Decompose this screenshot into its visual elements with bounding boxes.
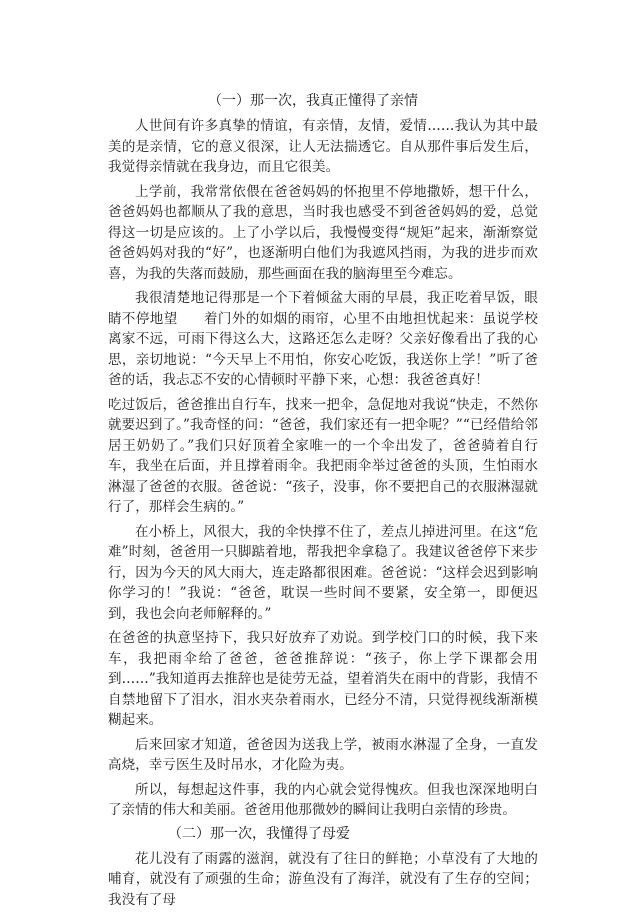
paragraph: 所以，每想起这件事，我的内心就会觉得愧疚。但我也深深地明白了亲情的伟大和美丽。爸爸用他那微妙的瞬间让我明白亲情的珍贵。 — [108, 781, 538, 818]
paragraph: 吃过饭后，爸爸推出自行车，找来一把伞，急促地对我说“快走，不然你就要迟到了。”我奇怪的问：“爸爸，我们家还有一把伞呢？”“已经借给邻居王奶奶了。”我们只好顶着全家唯一的一个伞出发了，爸爸骑着自行车，我坐在后面，并且撑着雨伞。我把雨伞举过爸爸的头顶，生怕雨水淋湿了爸爸的衣服。爸爸说：“孩子，没事，你不要把自己的衣服淋湿就行了，那样会生病的。” — [108, 396, 538, 515]
paragraph: 上学前，我常常依偎在爸爸妈妈的怀抱里不停地撒娇，想干什么，爸爸妈妈也都顺从了我的意思，当时我也感受不到爸爸妈妈的爱，总觉得这一切是应该的。上了小学以后，我慢慢变得“规矩”起来，渐渐察觉爸爸妈妈对我的“好”，也逐渐明白他们为我遮风挡雨，为我的进步而欢喜，为我的失落而鼓励，那些画面在我的脑海里至今难忘。 — [108, 183, 538, 282]
paragraph-part: 我很清楚地记得那是一个下着倾盆大雨的早晨，我正吃着早饭，眼睛不停地望 — [108, 290, 538, 327]
paragraph: 在小桥上，风很大，我的伞快撑不住了，差点儿掉进河里。在这“危难”时刻，爸爸用一只脚踮着地，帮我把伞拿稳了。我建议爸爸停下来步行，因为今天的风大雨大，连走路都很困难。爸爸说：“这样会迟到影响你学习的！”我说：“爸爸，耽误一些时间不要紧，安全第一，即便迟到，我也会向老师解释的。” — [108, 523, 538, 622]
section-2-title: （二）那一次，我懂得了母爱 — [168, 825, 350, 842]
paragraph: 在爸爸的执意坚持下，我只好放弃了劝说。到学校门口的时候，我下来车，我把雨伞给了爸爸，爸爸推辞说：“孩子，你上学下课都会用到……”我知道再去推辞也是徒劳无益，望着消失在雨中的背影，我情不自禁地留下了泪水，泪水夹杂着雨水，已经分不清，只觉得视线渐渐模糊起来。 — [108, 630, 538, 728]
paragraph: 人世间有许多真挚的情谊，有亲情，友情，爱情……我认为其中最美的是亲情，它的意义很深，让人无法揣透它。自从那件事后发生后，我觉得亲情就在我身边，而且它很美。 — [108, 118, 538, 175]
section-1-title: （一）那一次，我真正懂得了亲情 — [208, 93, 418, 109]
paragraph: 花儿没有了雨露的滋润，就没有了往日的鲜艳；小草没有了大地的哺育，就没有了顽强的生命；游鱼没有了海洋，就没有了生存的空间；我没有了母 — [108, 850, 538, 908]
document-page — [108, 92, 538, 914]
paragraph-part: 着门外的如烟的雨帘，心里不由地担忧起来：虽说学校离家不远，可雨下得这么大，这路还怎么走呀？父亲好像看出了我的心思，亲切地说：“今天早上不用怕，你安心吃饭，我送你上学！”听了爸爸的话，我忐忑不安的心情顿时平静下来，心想：我爸爸真好！ — [108, 310, 538, 388]
paragraph — [108, 288, 538, 391]
paragraph: 后来回家才知道，爸爸因为送我上学，被雨水淋湿了全身，一直发高烧，幸亏医生及时吊水，才化险为夷。 — [108, 736, 538, 773]
